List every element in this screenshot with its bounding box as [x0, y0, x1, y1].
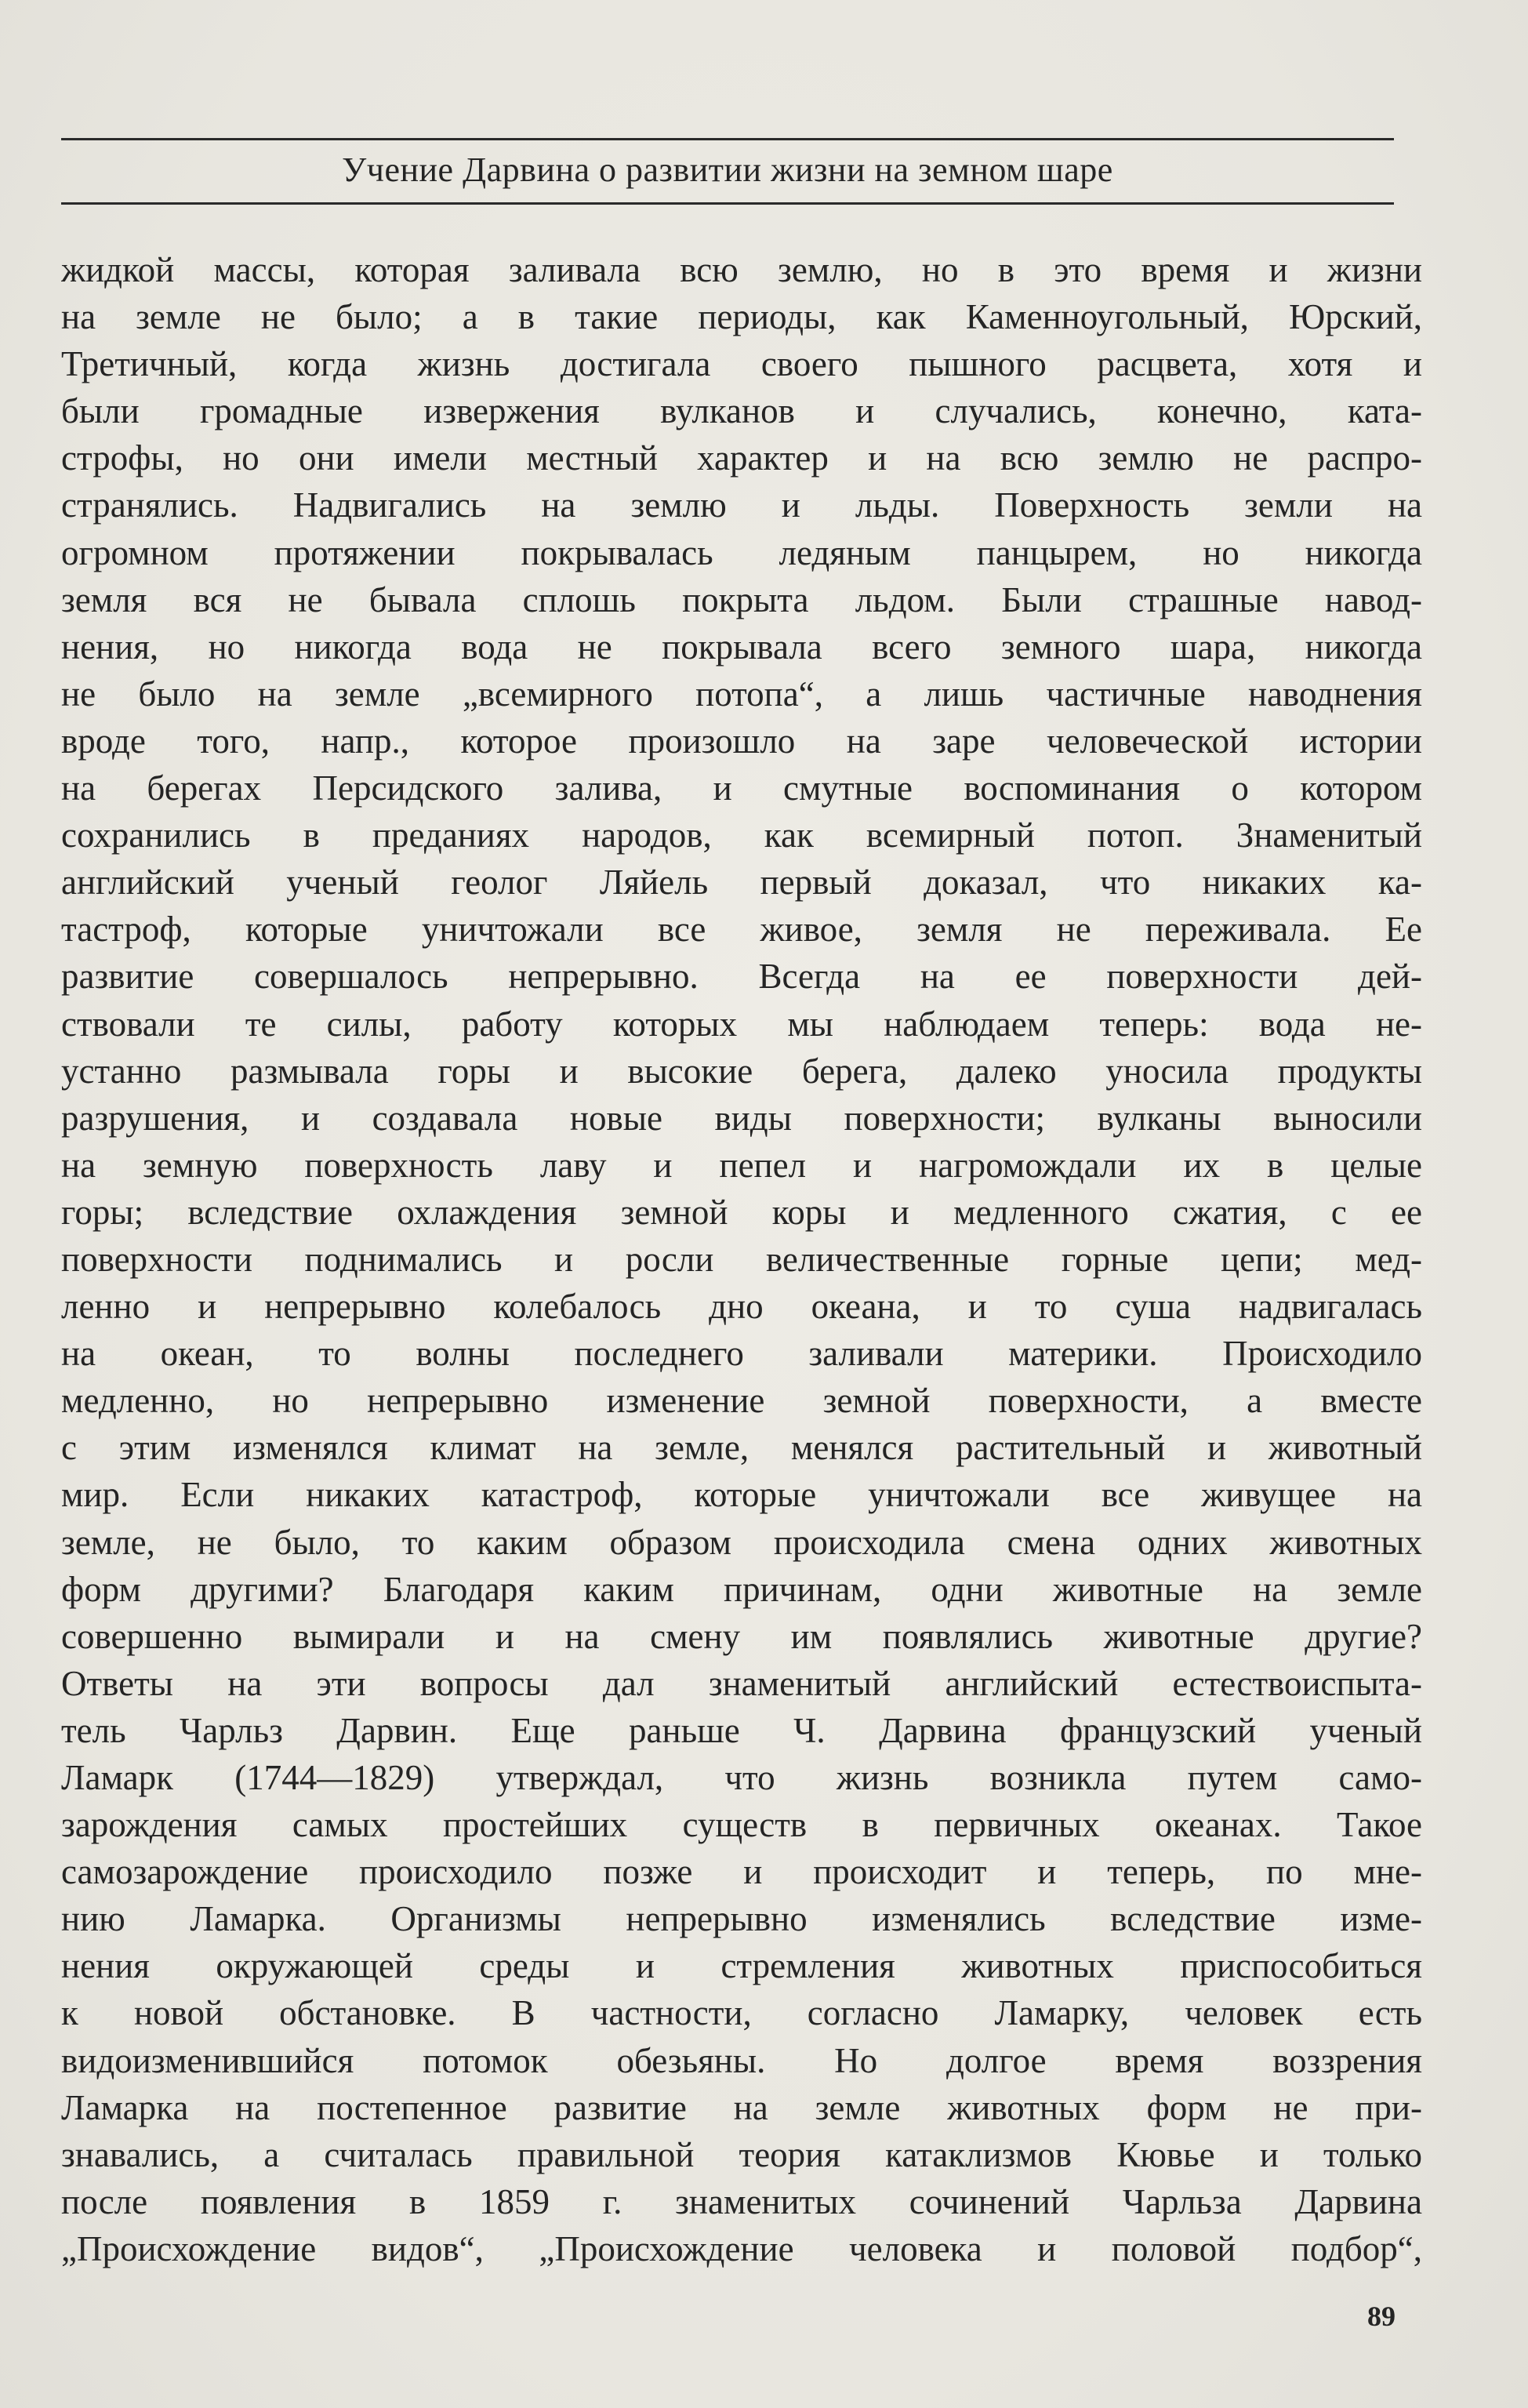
text-line: устанно размывала горы и высокие берега, далеко уносила продукты: [61, 1051, 1422, 1091]
text-line: с этим изменялся климат на земле, менялся растительный и животный: [61, 1428, 1422, 1468]
text-line: земля вся не бывала сплошь покрыта льдом. Были страшные навод-: [61, 579, 1422, 619]
text-line: медленно, но непрерывно изменение земной поверхности, а вместе: [61, 1381, 1422, 1421]
text-line: видоизменившийся потомок обезьяны. Но долгое время воззрения: [61, 2040, 1422, 2080]
text-line: развитие совершалось непрерывно. Всегда на ее поверхности дей-: [61, 957, 1422, 997]
text-line: к новой обстановке. В частности, согласно Ламарку, человек есть: [61, 1993, 1422, 2033]
header-rule-bottom: [61, 202, 1394, 205]
text-line: Ламарк (1744—1829) утверждал, что жизнь возникла путем само-: [61, 1758, 1422, 1797]
text-line: после появления в 1859 г. знаменитых сочинений Чарльза Дарвина: [61, 2181, 1422, 2221]
body-text: [61, 246, 1422, 2272]
text-line: Ламарка на постепенное развитие на земле животных форм не при-: [61, 2087, 1422, 2127]
text-line: на берегах Персидского залива, и смутные воспоминания о котором: [61, 768, 1422, 808]
text-line: земле, не было, то каким образом происходила смена одних животных: [61, 1522, 1422, 1562]
text-line: на земную поверхность лаву и пепел и нагромождали их в целые: [61, 1145, 1422, 1185]
text-line: вроде того, напр., которое произошло на заре человеческой истории: [61, 721, 1422, 761]
text-line: самозарождение происходило позже и происходит и теперь, по мне-: [61, 1852, 1422, 1892]
text-line: странялись. Надвигались на землю и льды. Поверхность земли на: [61, 485, 1422, 525]
text-line: тастроф, которые уничтожали все живое, земля не переживала. Ее: [61, 910, 1422, 950]
page-number: 89: [1367, 2301, 1396, 2332]
header-rule-top: [61, 138, 1394, 140]
text-line: Ответы на эти вопросы дал знаменитый английский естествоиспыта-: [61, 1663, 1422, 1703]
text-line: Третичный, когда жизнь достигала своего пышного расцвета, хотя и: [61, 344, 1422, 384]
running-head: Учение Дарвина о развитии жизни на земном шаре: [342, 151, 1113, 189]
text-line: на земле не было; а в такие периоды, как Каменноугольный, Юрский,: [61, 297, 1422, 337]
text-line: на океан, то волны последнего заливали материки. Происходило: [61, 1334, 1422, 1374]
text-line: нения окружающей среды и стремления животных приспособиться: [61, 1946, 1422, 1986]
text-line: строфы, но они имели местный характер и на всю землю не распро-: [61, 438, 1422, 478]
text-line: английский ученый геолог Ляйель первый доказал, что никаких ка-: [61, 863, 1422, 903]
text-line: нения, но никогда вода не покрывала всего земного шара, никогда: [61, 627, 1422, 666]
text-line: жидкой массы, которая заливала всю землю, но в это время и жизни: [61, 250, 1422, 289]
text-line: разрушения, и создавала новые виды поверхности; вулканы выносили: [61, 1098, 1422, 1138]
text-line: зарождения самых простейших существ в первичных океанах. Такое: [61, 1805, 1422, 1845]
text-line: совершенно вымирали и на смену им появлялись животные другие?: [61, 1616, 1422, 1656]
text-line: сохранились в преданиях народов, как всемирный потоп. Знаменитый: [61, 815, 1422, 855]
text-line: нию Ламарка. Организмы непрерывно изменялись вследствие изме-: [61, 1899, 1422, 1939]
text-line: тель Чарльз Дарвин. Еще раньше Ч. Дарвина французский ученый: [61, 1710, 1422, 1750]
text-line: огромном протяжении покрывалась ледяным панцырем, но никогда: [61, 532, 1422, 572]
text-line: знавались, а считалась правильной теория катаклизмов Кювье и только: [61, 2134, 1422, 2174]
text-line: не было на земле „всемирного потопа“, а лишь частичные наводнения: [61, 674, 1422, 714]
text-line: ленно и непрерывно колебалось дно океана, и то суша надвигалась: [61, 1287, 1422, 1327]
text-line: форм другими? Благодаря каким причинам, одни животные на земле: [61, 1569, 1422, 1609]
text-line: ствовали те силы, работу которых мы наблюдаем теперь: вода не-: [61, 1004, 1422, 1044]
text-line: были громадные извержения вулканов и случались, конечно, ката-: [61, 391, 1422, 431]
text-line: поверхности поднимались и росли величественные горные цепи; мед-: [61, 1239, 1422, 1279]
text-line: „Происхождение видов“, „Происхождение человека и половой подбор“,: [61, 2228, 1422, 2268]
text-line: мир. Если никаких катастроф, которые уничтожали все живущее на: [61, 1475, 1422, 1515]
text-line: горы; вследствие охлаждения земной коры и медленного сжатия, с ее: [61, 1192, 1422, 1232]
